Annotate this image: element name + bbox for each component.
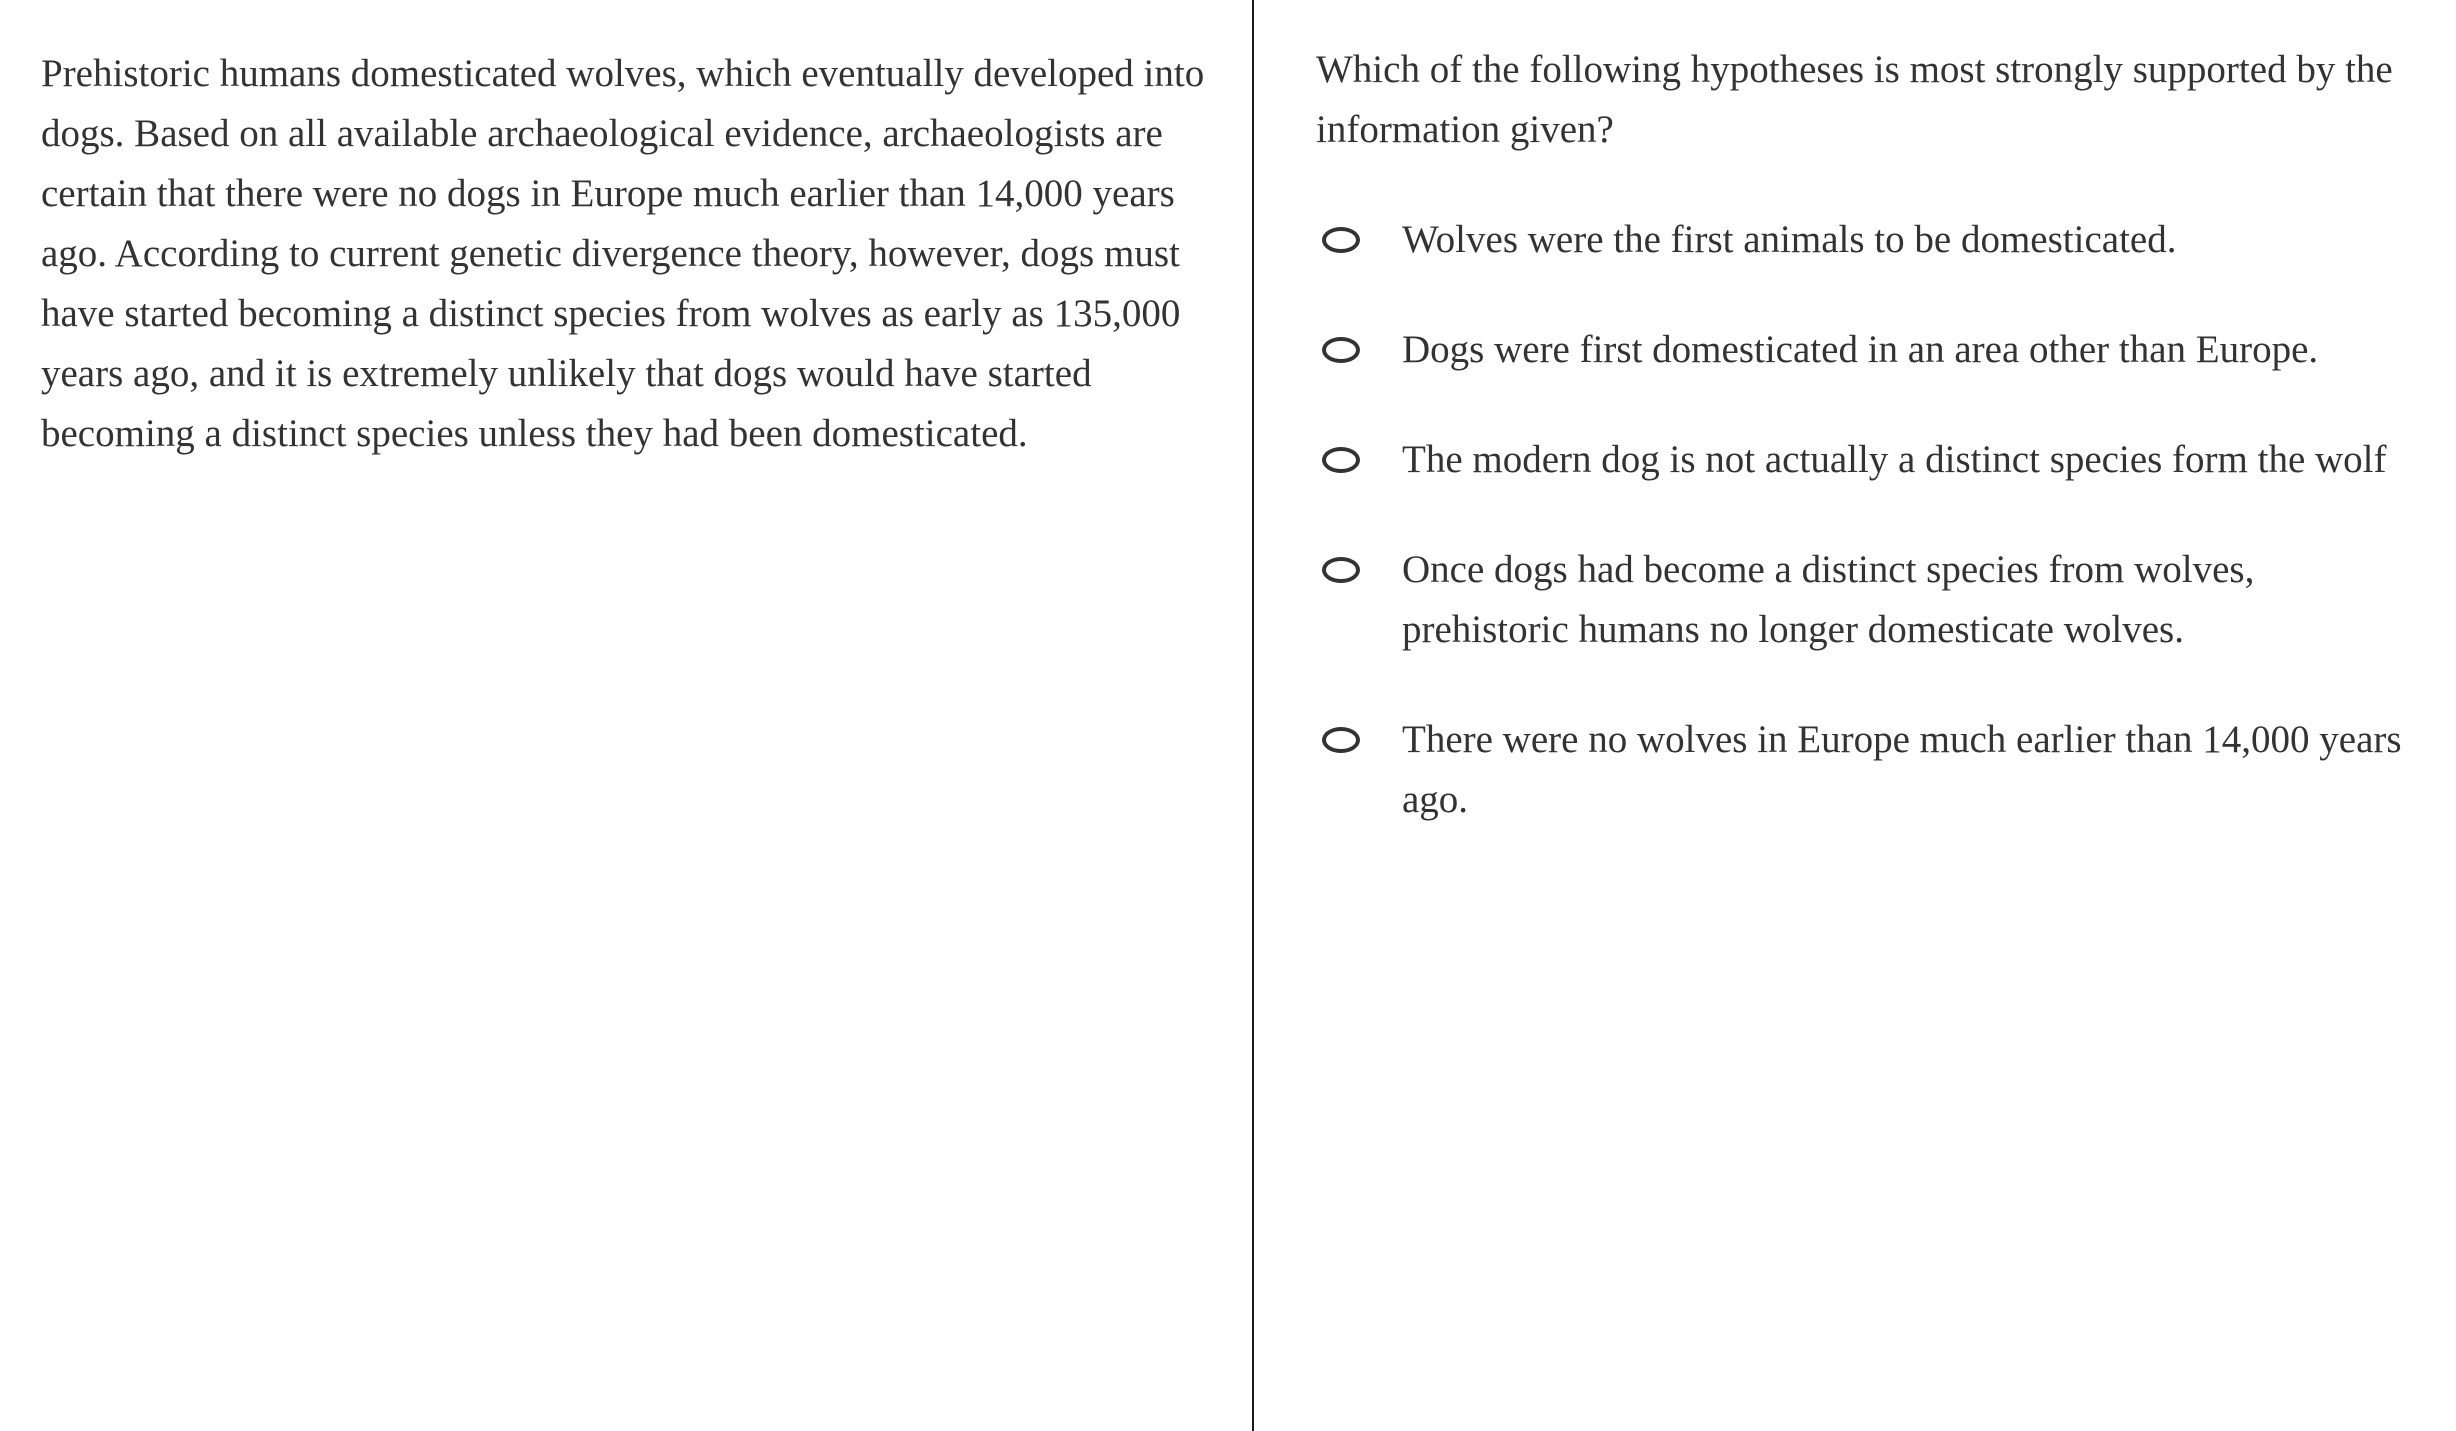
answer-choice-c[interactable] (1316, 430, 2456, 490)
answer-choice-label[interactable]: The modern dog is not actually a distinct species form the wolf (1402, 438, 2387, 481)
answer-choice-b[interactable] (1316, 320, 2456, 380)
radio-button-icon[interactable] (1322, 337, 1360, 363)
answer-choice-label[interactable]: Dogs were first domesticated in an area other than Europe. (1402, 328, 2319, 371)
question-pane (1254, 0, 2456, 1431)
radio-button-icon[interactable] (1322, 557, 1360, 583)
passage-text: Prehistoric humans domesticated wolves, which eventually developed into dogs. Based on all available archaeological evidence, archaeologists are certain that there were no dogs in Europe much earlier than 14,000 years ago. According to current genetic divergence theory, however, dogs must have started becoming a distinct species from wolves as early as 135,000 years ago, and it is extremely unlikely that dogs would have started becoming a distinct species unless they had been domesticated. (41, 52, 1205, 455)
answer-choice-label[interactable]: Once dogs had become a distinct species from wolves, prehistoric humans no longer domesticate wolves. (1402, 548, 2255, 651)
answer-choice-label[interactable]: Wolves were the first animals to be domesticated. (1402, 218, 2177, 261)
answer-choice-d[interactable] (1316, 540, 2456, 660)
answer-choice-a[interactable] (1316, 210, 2456, 270)
answer-choices (1316, 210, 2456, 830)
radio-button-icon[interactable] (1322, 227, 1360, 253)
question-stem: Which of the following hypotheses is most strongly supported by the information given? (1316, 48, 2393, 151)
radio-button-icon[interactable] (1322, 727, 1360, 753)
answer-choice-e[interactable] (1316, 710, 2456, 830)
radio-button-icon[interactable] (1322, 447, 1360, 473)
answer-choice-label[interactable]: There were no wolves in Europe much earlier than 14,000 years ago. (1402, 718, 2402, 821)
